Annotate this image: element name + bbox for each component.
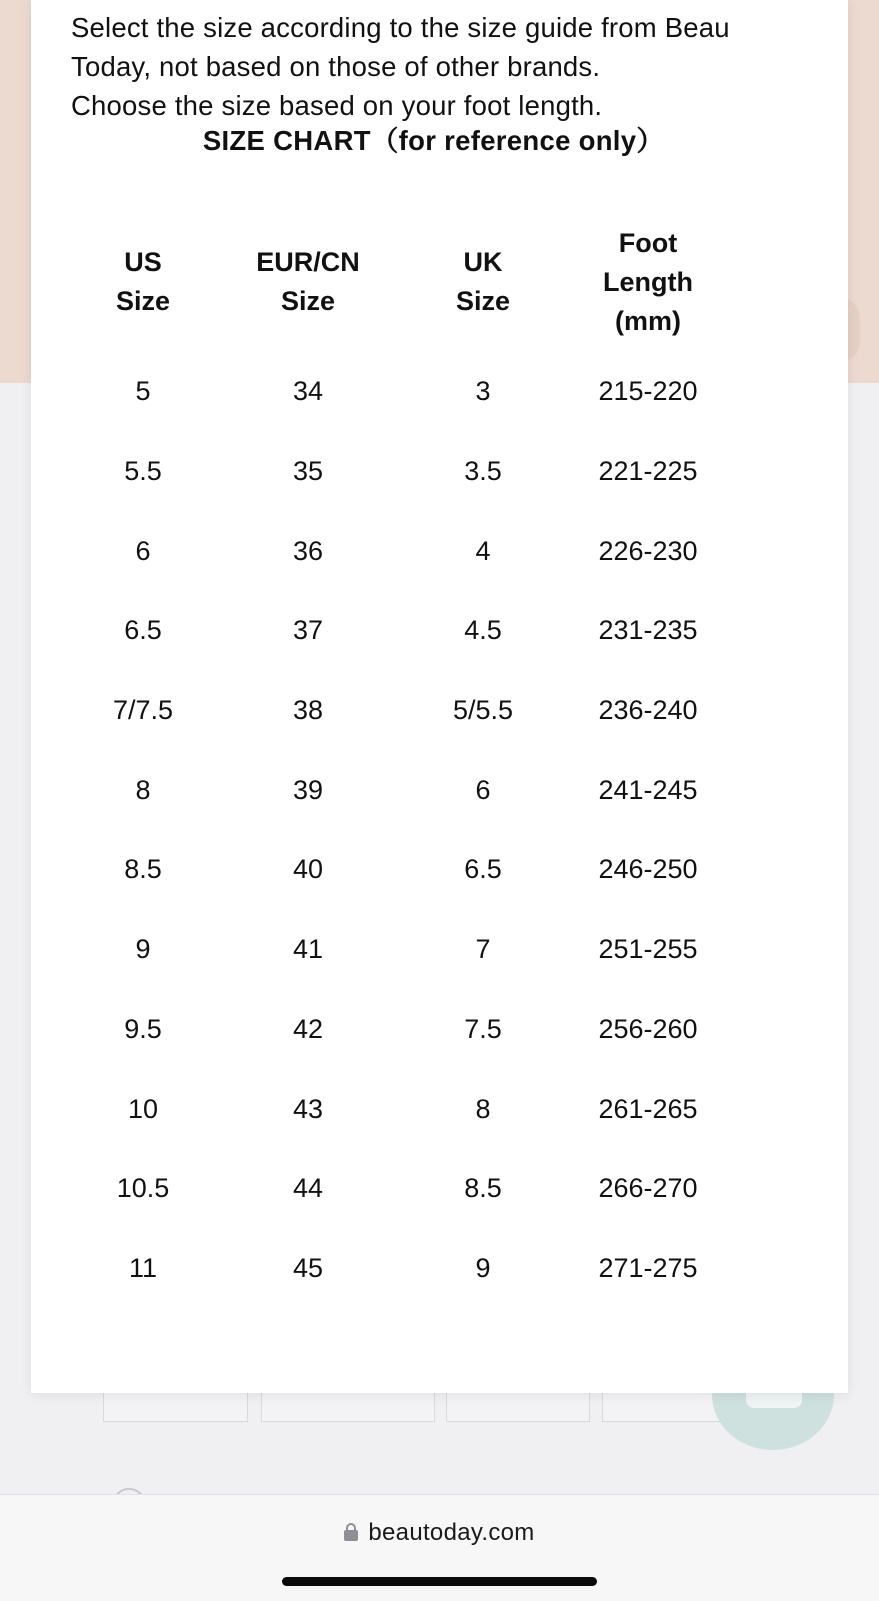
cell-foot-length: 261-265 [598, 1093, 698, 1124]
cell-us-size: 9.5 [124, 1013, 162, 1044]
size-chart-title: SIZE CHART（for reference only） [202, 125, 665, 156]
cell-us-size: 6 [135, 535, 151, 566]
cell-eur-cn-size: 35 [292, 456, 324, 487]
url-text: beautoday.com [368, 1519, 535, 1546]
cell-uk-size: 4.5 [464, 615, 502, 646]
cell-uk-size: 4 [475, 535, 491, 566]
cell-foot-length: 266-270 [598, 1173, 698, 1204]
cell-foot-length: 231-235 [598, 615, 698, 646]
cell-uk-size: 5/5.5 [452, 695, 514, 726]
table-row [83, 511, 743, 591]
cell-foot-length: 251-255 [598, 934, 698, 965]
table-header-row [83, 212, 743, 352]
cell-us-size: 9 [135, 934, 151, 965]
header-uk-size: UK Size [455, 247, 511, 316]
table-row [83, 1149, 743, 1229]
cell-uk-size: 9 [475, 1252, 491, 1283]
cell-foot-length: 241-245 [598, 774, 698, 805]
cell-us-size: 10.5 [116, 1173, 170, 1204]
cell-eur-cn-size: 40 [292, 854, 324, 885]
table-row [83, 1069, 743, 1149]
cell-eur-cn-size: 42 [292, 1013, 324, 1044]
cell-us-size: 8.5 [124, 854, 162, 885]
cell-foot-length: 236-240 [598, 695, 698, 726]
cell-uk-size: 6.5 [464, 854, 502, 885]
cell-us-size: 10 [127, 1093, 159, 1124]
table-row [83, 910, 743, 990]
size-guide-modal [31, 0, 848, 1393]
cell-us-size: 5.5 [124, 456, 162, 487]
cell-us-size: 11 [128, 1252, 158, 1283]
cell-foot-length: 271-275 [598, 1252, 698, 1283]
header-us-size: US Size [115, 247, 171, 316]
table-row [83, 432, 743, 512]
cell-us-size: 5 [135, 376, 151, 407]
url-display[interactable] [0, 1519, 879, 1547]
cell-eur-cn-size: 39 [292, 774, 324, 805]
browser-address-bar[interactable] [0, 1494, 879, 1601]
cell-uk-size: 7 [475, 934, 491, 965]
table-row [83, 591, 743, 671]
cell-eur-cn-size: 36 [292, 535, 324, 566]
table-row [83, 830, 743, 910]
intro-line: Choose the size based on your foot length. [71, 90, 603, 121]
cell-foot-length: 215-220 [598, 376, 698, 407]
size-guide-intro [71, 8, 831, 125]
lock-icon [344, 1523, 358, 1541]
cell-us-size: 7/7.5 [112, 695, 174, 726]
cell-foot-length: 246-250 [598, 854, 698, 885]
cell-foot-length: 256-260 [598, 1013, 698, 1044]
cell-uk-size: 6 [475, 774, 491, 805]
cell-us-size: 8 [135, 774, 151, 805]
header-eur-cn-size: EUR/CN Size [256, 247, 360, 316]
cell-eur-cn-size: 43 [292, 1093, 324, 1124]
intro-line: Today, not based on those of other brands. [71, 51, 601, 82]
header-foot-length: Foot Length (mm) [603, 227, 693, 336]
cell-uk-size: 3.5 [464, 456, 502, 487]
table-row [83, 750, 743, 830]
cell-eur-cn-size: 41 [292, 934, 324, 965]
cell-eur-cn-size: 45 [292, 1252, 324, 1283]
table-row [83, 990, 743, 1070]
cell-uk-size: 8 [475, 1093, 491, 1124]
cell-us-size: 6.5 [124, 615, 162, 646]
cell-foot-length: 221-225 [598, 456, 698, 487]
cell-eur-cn-size: 37 [292, 615, 324, 646]
cell-eur-cn-size: 34 [292, 376, 324, 407]
intro-line: Select the size according to the size guide from Beau [71, 12, 730, 43]
cell-eur-cn-size: 44 [292, 1173, 324, 1204]
size-chart-table [83, 212, 743, 1308]
edge-mark [0, 50, 6, 70]
home-indicator[interactable] [282, 1577, 597, 1586]
cell-uk-size: 8.5 [464, 1173, 502, 1204]
cell-foot-length: 226-230 [598, 535, 698, 566]
cell-eur-cn-size: 38 [292, 695, 324, 726]
table-row [83, 352, 743, 432]
cell-uk-size: 7.5 [464, 1013, 502, 1044]
table-row [83, 1229, 743, 1309]
cell-uk-size: 3 [475, 376, 491, 407]
table-row [83, 671, 743, 751]
